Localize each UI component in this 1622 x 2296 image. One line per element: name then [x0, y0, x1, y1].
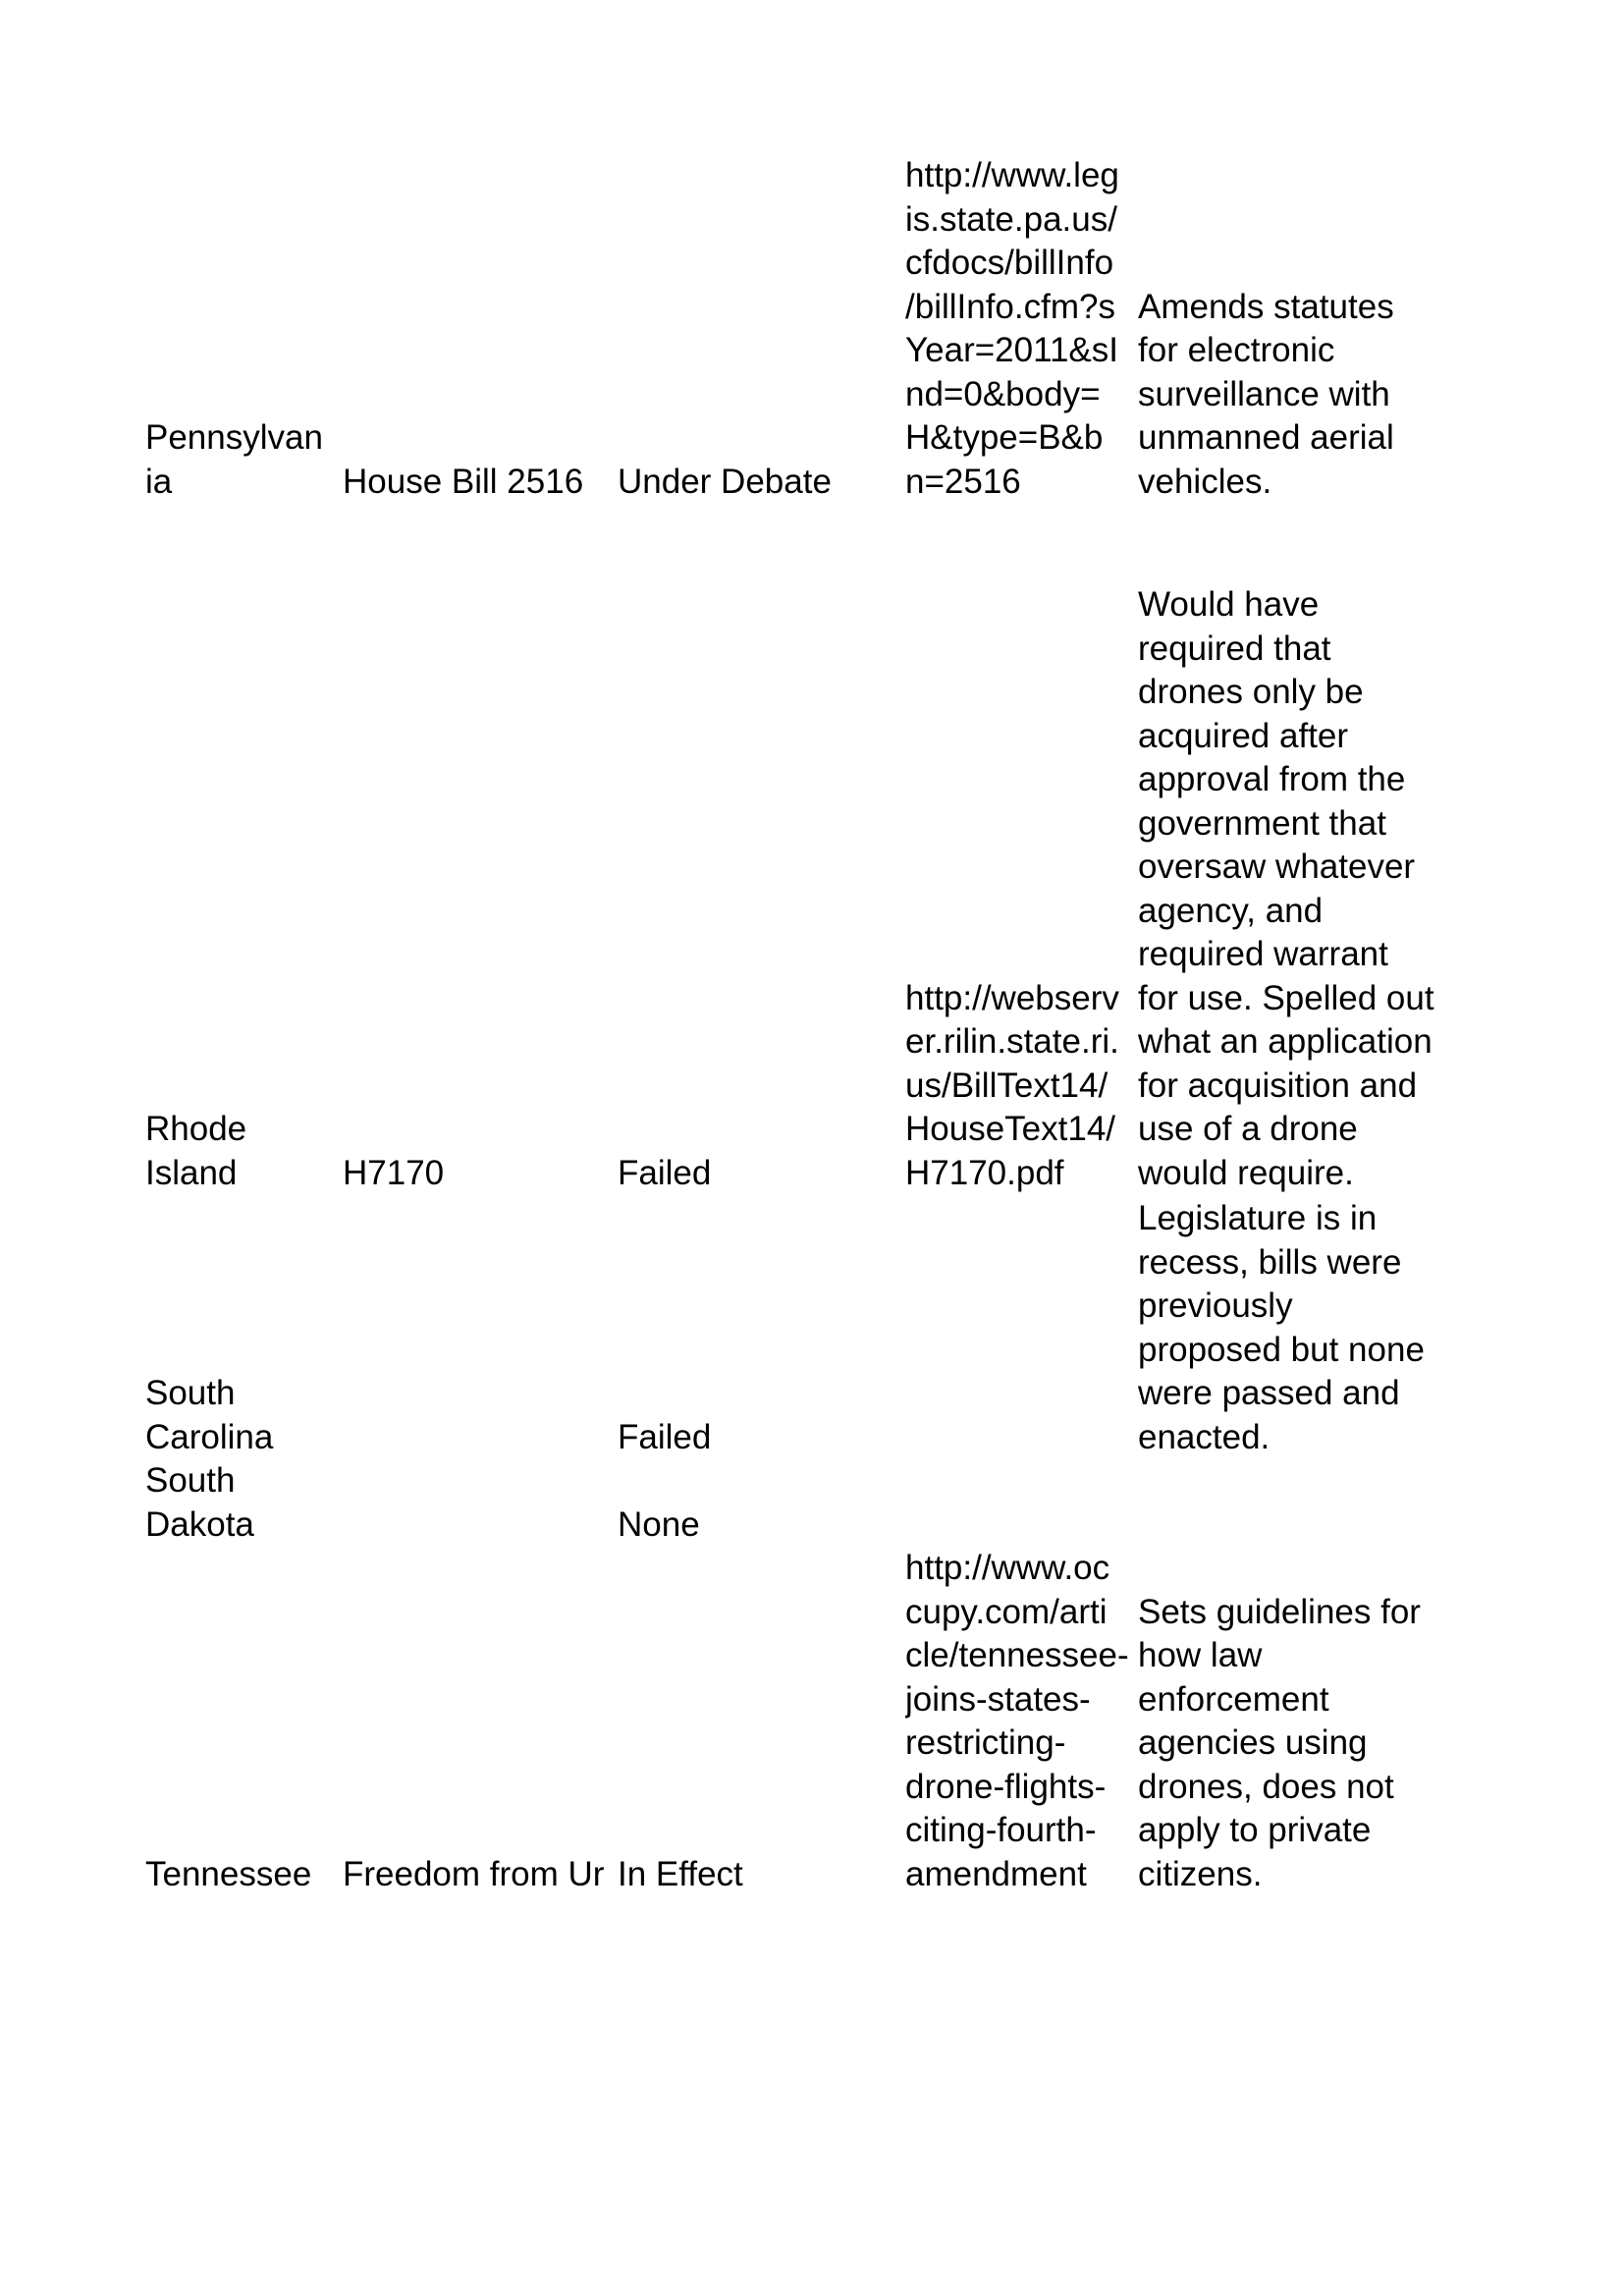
table-row — [145, 1195, 1461, 1459]
state-cell: South Dakota — [145, 1461, 254, 1544]
bill-cell: Freedom from Ur — [343, 1854, 605, 1893]
state-cell: Tennessee — [145, 1854, 312, 1893]
link-cell: http://webserv er.rilin.state.ri. us/BillText14/ HouseText14/ H7170.pdf — [905, 978, 1119, 1192]
link-cell: http://www.oc cupy.com/arti cle/tennessee- joins-states- restricting- drone-flights- citing-fourth- amendment — [905, 1549, 1129, 1893]
status-cell: Failed — [618, 1417, 712, 1456]
bill-cell: H7170 — [343, 1153, 445, 1192]
table-row — [145, 504, 1461, 1195]
notes-cell: Would have required that drones only be acquired after approval from the government that oversaw whatever agency, and required warrant for use. Spelled out what an application for acquisition and use of a drone would require. — [1138, 585, 1434, 1192]
state-cell: Rhode Island — [145, 1110, 247, 1192]
state-cell: Pennsylvan ia — [145, 418, 323, 501]
link-cell: http://www.leg is.state.pa.us/ cfdocs/billInfo /billInfo.cfm?s Year=2011&sI nd=0&body= H&type=B&b n=2516 — [905, 156, 1119, 501]
status-cell: Failed — [618, 1153, 712, 1192]
status-cell: In Effect — [618, 1854, 743, 1893]
table-row — [145, 147, 1461, 504]
notes-cell: Amends statutes for electronic surveillance with unmanned aerial vehicles. — [1138, 287, 1394, 501]
table-row — [145, 1459, 1461, 1547]
table-row — [145, 1547, 1461, 1896]
status-cell: Under Debate — [618, 462, 832, 501]
status-cell: None — [618, 1504, 700, 1544]
state-cell: South Carolina — [145, 1374, 274, 1456]
spreadsheet-table — [145, 147, 1461, 1896]
bill-cell: House Bill 2516 — [343, 462, 584, 501]
notes-cell: Sets guidelines for how law enforcement agencies using drones, does not apply to private citizens. — [1138, 1592, 1421, 1893]
notes-cell: Legislature is in recess, bills were previously proposed but none were passed and enacted. — [1138, 1199, 1425, 1456]
